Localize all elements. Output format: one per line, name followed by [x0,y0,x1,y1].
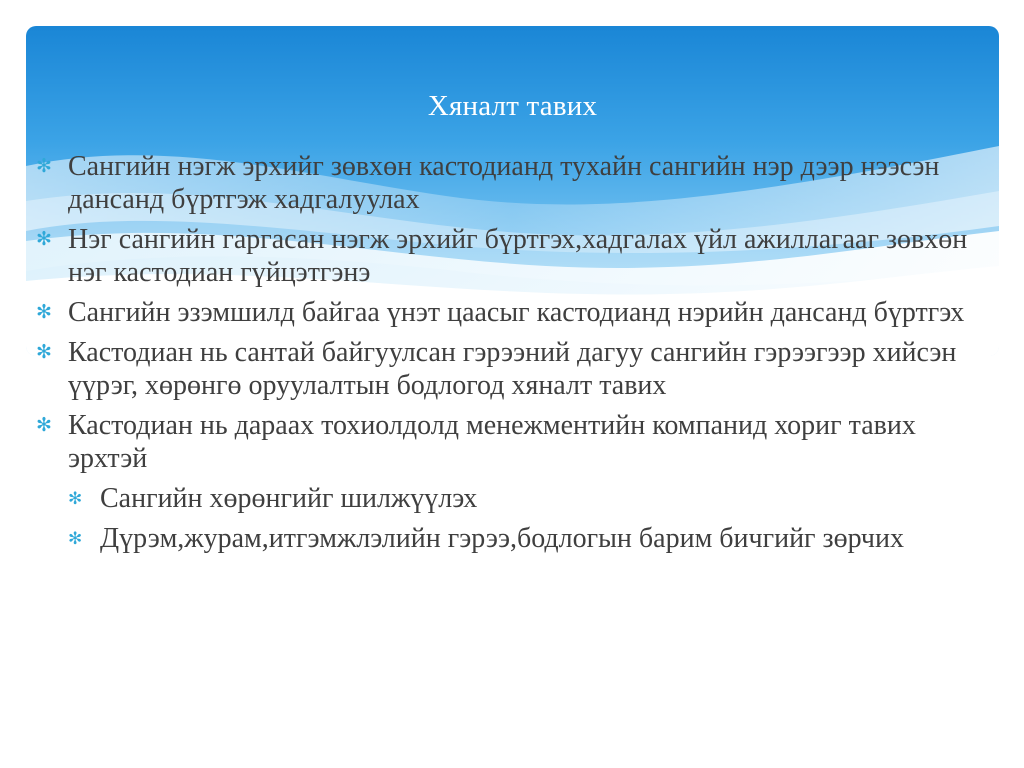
asterisk-bullet-icon: ✻ [36,229,52,250]
slide-title: Хяналт тавих [427,90,598,122]
sub-list-item [68,522,986,555]
list-item-text: Сангийн хөрөнгийг шилжүүлэх [100,483,478,514]
asterisk-bullet-icon: ✻ [68,529,83,548]
bullet-list [36,150,986,562]
list-item-text: Кастодиан нь сантай байгуулсан гэрээний дагуу сангийн гэрээгээр хийсэн үүрэг, хөрөнгө оруулалтын бодлогод хяналт тавих [68,337,957,401]
list-item-text: Сангийн эзэмшилд байгаа үнэт цаасыг кастодианд нэрийн дансанд бүртгэх [68,297,965,328]
asterisk-bullet-icon: ✻ [68,489,83,508]
list-item [36,150,986,216]
list-item [36,336,986,402]
asterisk-bullet-icon: ✻ [36,342,52,363]
list-item-text: Дүрэм,журам,итгэмжлэлийн гэрээ,бодлогын барим бичгийг зөрчих [100,523,904,554]
list-item [36,296,986,329]
asterisk-bullet-icon: ✻ [36,415,52,436]
list-item [36,223,986,289]
list-item-text: Нэг сангийн гаргасан нэгж эрхийг бүртгэх,хадгалах үйл ажиллагааг зөвхөн нэг кастодиан гүйцэтгэнэ [68,224,968,288]
asterisk-bullet-icon: ✻ [36,156,52,177]
list-item [36,409,986,475]
sub-list-item [68,482,986,515]
list-item-text: Кастодиан нь дараах тохиолдолд менежментийн компанид хориг тавих эрхтэй [68,410,916,474]
list-item-text: Сангийн нэгж эрхийг зөвхөн кастодианд тухайн сангийн нэр дээр нээсэн дансанд бүртгэж хадгалуулах [68,151,940,215]
asterisk-bullet-icon: ✻ [36,302,52,323]
